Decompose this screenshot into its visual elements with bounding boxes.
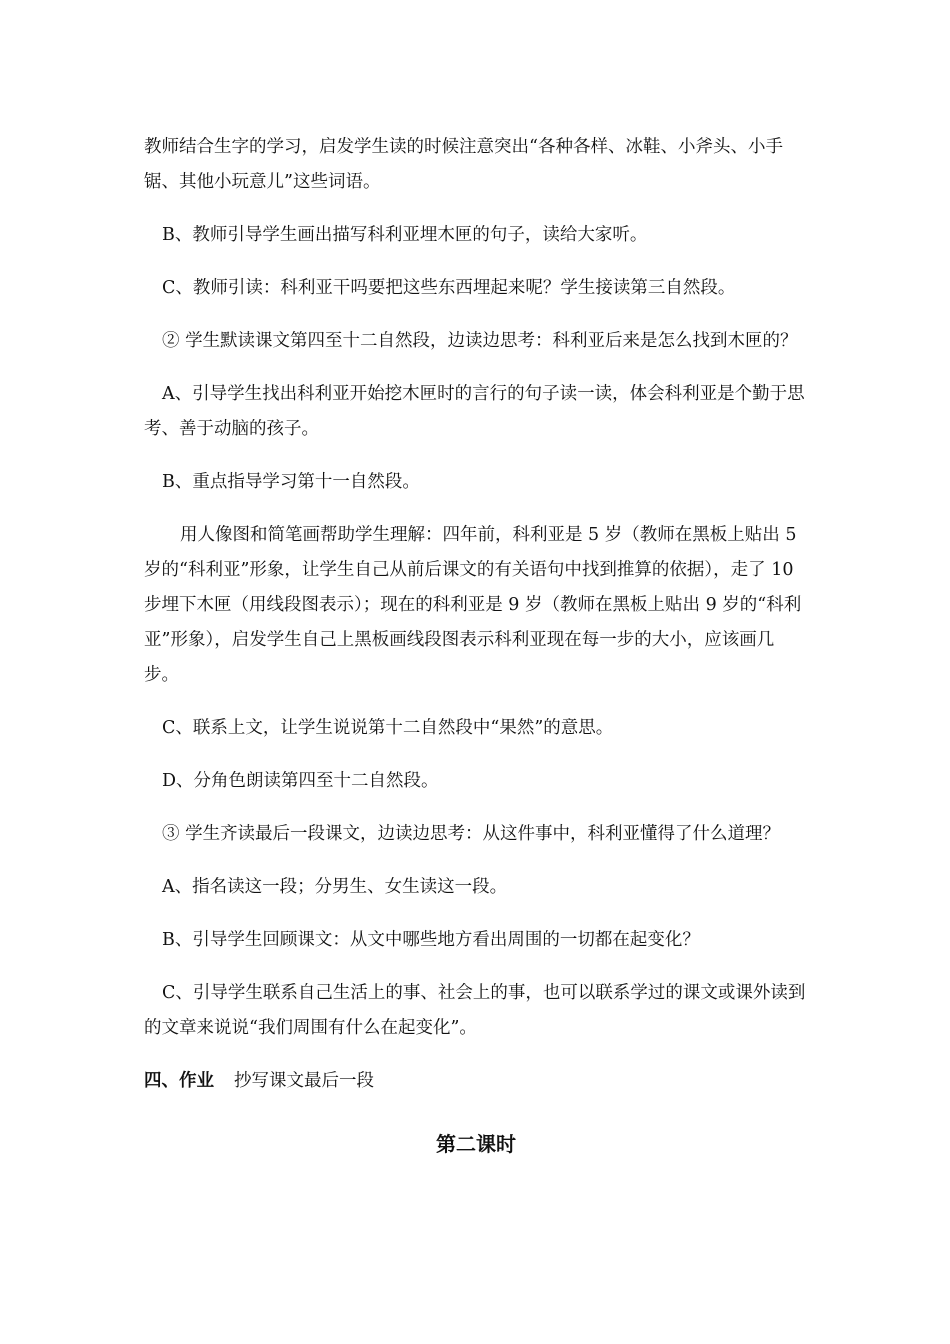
paragraph: C、教师引读：科利亚干吗要把这些东西埋起来呢？学生接读第三自然段。 bbox=[162, 278, 736, 298]
paragraph: ③ 学生齐读最后一段课文，边读边思考：从这件事中，科利亚懂得了什么道理？ bbox=[162, 824, 781, 844]
paragraph: B、教师引导学生画出描写科利亚埋木匣的句子，读给大家听。 bbox=[162, 225, 648, 245]
paragraph: B、引导学生回顾课文：从文中哪些地方看出周围的一切都在起变化？ bbox=[162, 930, 700, 950]
section-title: 第二课时 bbox=[436, 1132, 516, 1156]
document-body bbox=[144, 130, 808, 1162]
homework-label: 四、作业 bbox=[144, 1071, 214, 1091]
paragraph: 教师结合生字的学习，启发学生读的时候注意突出“各种各样、冰鞋、小斧头、小手锯、其他小玩意儿”这些词语。 bbox=[144, 137, 783, 192]
paragraph: B、重点指导学习第十一自然段。 bbox=[162, 472, 420, 492]
homework-text: 抄写课文最后一段 bbox=[234, 1071, 374, 1091]
paragraph: 用人像图和简笔画帮助学生理解：四年前，科利亚是 5 岁（教师在黑板上贴出 5 岁的“科利亚”形象，让学生自己从前后课文的有关语句中找到推算的依据），走了 10 步埋下木匣（用线段图表示）；现在的科利亚是 9 岁（教师在黑板上贴出 9 岁的“科利亚”形象），启发学生自己上黑板画线段图表示科利亚现在每一步的大小，应该画几步。 bbox=[144, 525, 802, 685]
paragraph: D、分角色朗读第四至十二自然段。 bbox=[162, 771, 439, 791]
paragraph: A、指名读这一段；分男生、女生读这一段。 bbox=[162, 877, 508, 897]
homework-heading bbox=[144, 1064, 808, 1099]
paragraph: C、引导学生联系自己生活上的事、社会上的事，也可以联系学过的课文或课外读到的文章来说说“我们周围有什么在起变化”。 bbox=[144, 983, 806, 1038]
paragraph: C、联系上文，让学生说说第十二自然段中“果然”的意思。 bbox=[162, 718, 614, 738]
paragraph: A、引导学生找出科利亚开始挖木匣时的言行的句子读一读，体会科利亚是个勤于思考、善于动脑的孩子。 bbox=[144, 384, 805, 439]
paragraph: ② 学生默读课文第四至十二自然段，边读边思考：科利亚后来是怎么找到木匣的？ bbox=[162, 331, 798, 351]
